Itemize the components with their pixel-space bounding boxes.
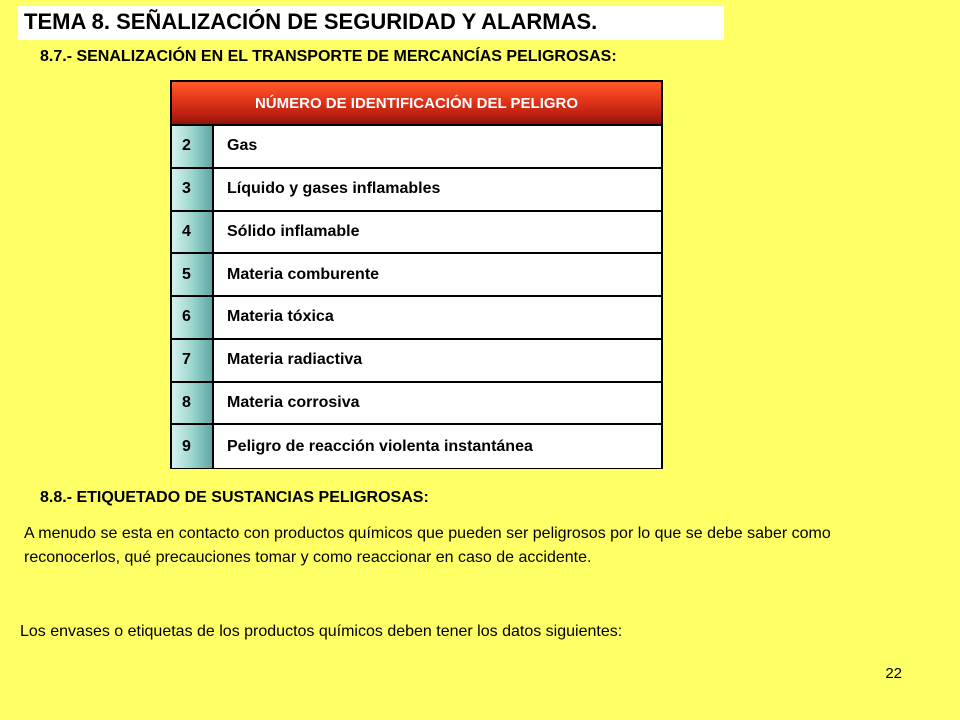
table-row <box>172 126 661 169</box>
hazard-number: 3 <box>172 169 214 210</box>
intro-paragraph: A menudo se esta en contacto con productos químicos que pueden ser peligrosos por lo que se debe saber como reconocerlos, qué precauciones tomar y como reaccionar en caso de accidente. <box>24 525 831 566</box>
table-row <box>172 212 661 255</box>
table-header: NÚMERO DE IDENTIFICACIÓN DEL PELIGRO <box>172 82 661 126</box>
hazard-id-table <box>170 80 663 469</box>
hazard-label: Materia corrosiva <box>214 383 661 424</box>
hazard-number: 7 <box>172 340 214 381</box>
page-number: 22 <box>885 665 902 682</box>
table-row <box>172 169 661 212</box>
hazard-label: Líquido y gases inflamables <box>214 169 661 210</box>
hazard-label: Peligro de reacción violenta instantánea <box>214 425 661 468</box>
table-row <box>172 254 661 297</box>
hazard-number: 2 <box>172 126 214 167</box>
hazard-label: Gas <box>214 126 661 167</box>
labels-paragraph: Los envases o etiquetas de los productos químicos deben tener los datos siguientes: <box>20 623 623 640</box>
hazard-label: Materia radiactiva <box>214 340 661 381</box>
table-row <box>172 297 661 340</box>
hazard-number: 4 <box>172 212 214 253</box>
hazard-label: Sólido inflamable <box>214 212 661 253</box>
section-heading-8-8: 8.8.- ETIQUETADO DE SUSTANCIAS PELIGROSAS: <box>40 489 429 506</box>
hazard-number: 6 <box>172 297 214 338</box>
hazard-label: Materia tóxica <box>214 297 661 338</box>
hazard-label: Materia comburente <box>214 254 661 295</box>
section-heading-8-7: 8.7.- SENALIZACIÓN EN EL TRANSPORTE DE MERCANCÍAS PELIGROSAS: <box>40 48 617 65</box>
table-row <box>172 383 661 426</box>
hazard-number: 5 <box>172 254 214 295</box>
table-row <box>172 340 661 383</box>
page-title: TEMA 8. SEÑALIZACIÓN DE SEGURIDAD Y ALARMAS. <box>24 9 598 34</box>
hazard-number: 8 <box>172 383 214 424</box>
table-row <box>172 425 661 468</box>
hazard-number: 9 <box>172 425 214 468</box>
